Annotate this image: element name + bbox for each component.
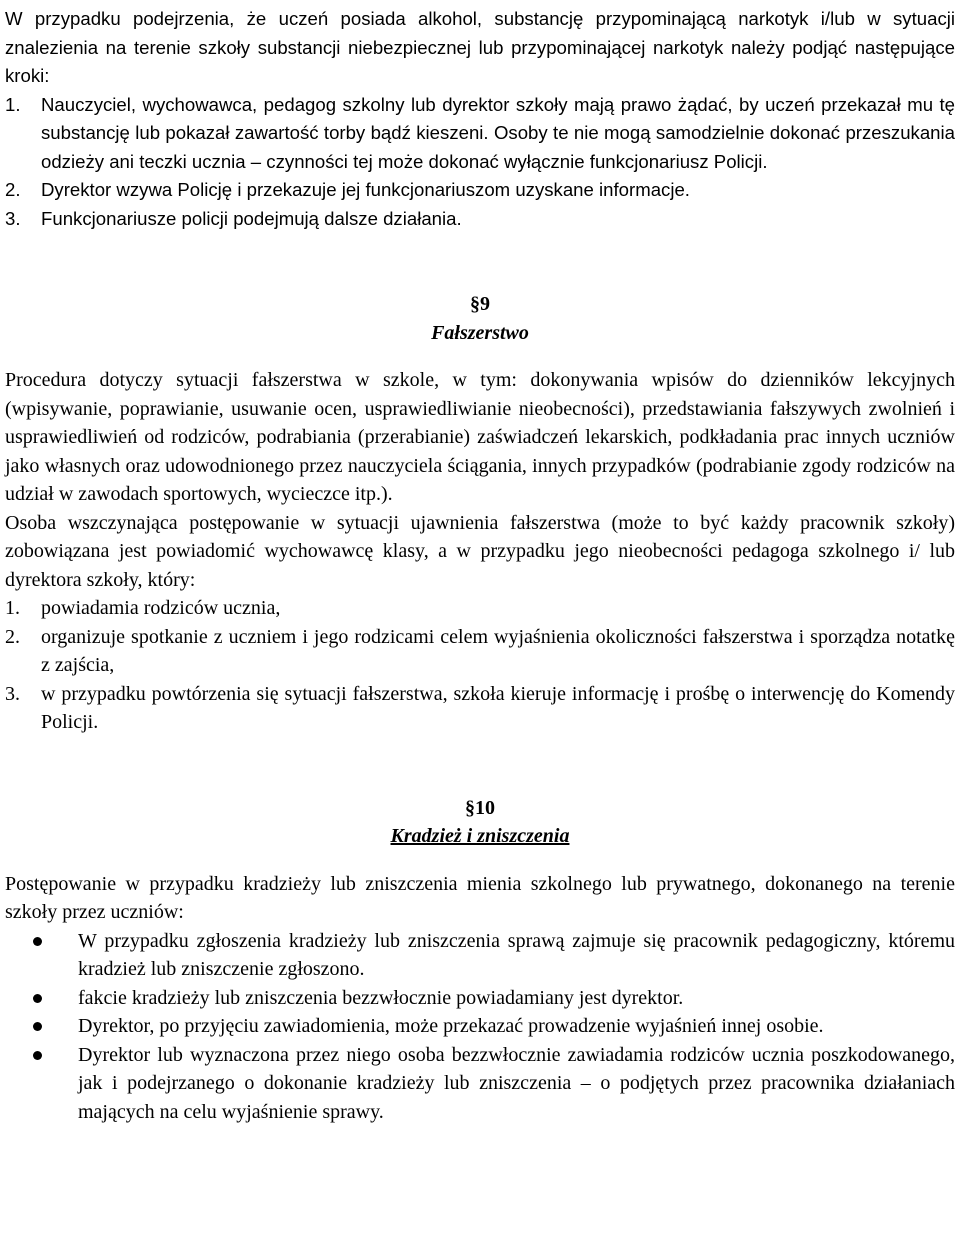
step-text: Dyrektor wzywa Policję i przekazuje jej funkcjonariuszom uzyskane informacje. xyxy=(41,179,690,200)
bullet-icon xyxy=(33,1022,42,1031)
section-10-title: Kradzież i zniszczenia xyxy=(390,825,570,847)
section-9-number: §9 xyxy=(470,293,490,315)
step-number: 3. xyxy=(5,682,20,705)
section-9-step-1 xyxy=(5,594,955,623)
list-item xyxy=(5,984,955,1013)
section-10-bullet-list xyxy=(5,927,955,1127)
section-9-heading xyxy=(5,290,955,347)
document-page xyxy=(5,5,955,1126)
section-9-paragraph-1: Procedura dotyczy sytuacji fałszerstwa w szkole, w tym: dokonywania wpisów do dzienników lekcyjnych (wpisywanie, poprawianie, usuwanie ocen, usprawiedliwianie nieobecności), przedstawiania fałszywych zwolnień i usprawiedliwień od rodziców, podrabiania (przerabianie) zaświadczeń lekarskich, podkładania prac innych uczniów jako własnych oraz udowodnionego przez nauczyciela ściągania, innych przypadków (podrabianie zgody rodziców na udział w zawodach sportowych, wycieczce itp.). xyxy=(5,369,955,505)
bullet-icon xyxy=(33,994,42,1003)
step-text: Nauczyciel, wychowawca, pedagog szkolny lub dyrektor szkoły mają prawo żądać, by uczeń przekazał mu tę substancję lub pokazał zawartość torby bądź kieszeni. Osoby te nie mogą samodzielnie dokonać przeszukania odzieży ani teczki ucznia – czynności tej może dokonać wyłącznie funkcjonariusz Policji. xyxy=(41,93,955,172)
step-number: 3. xyxy=(5,207,21,229)
step-text: w przypadku powtórzenia się sytuacji fałszerstwa, szkoła kieruje informację i prośbę o interwencję do Komendy Policji. xyxy=(41,682,955,733)
step-text: Funkcjonariusze policji podejmują dalsze działania. xyxy=(41,207,462,229)
list-item xyxy=(5,1041,955,1127)
list-item-text: fakcie kradzieży lub zniszczenia bezzwłocznie powiadamiany jest dyrektor. xyxy=(78,986,684,1009)
section-10-number: §10 xyxy=(465,796,495,819)
substance-step-2 xyxy=(5,176,955,205)
list-item xyxy=(5,1012,955,1041)
substance-step-3 xyxy=(5,205,955,234)
step-number: 2. xyxy=(5,625,20,648)
list-item-text: W przypadku zgłoszenia kradzieży lub zniszczenia sprawą zajmuje się pracownik pedagogiczny, któremu kradzież lub zniszczenie zgłoszono. xyxy=(78,929,955,980)
step-number: 2. xyxy=(5,179,21,200)
bullet-icon xyxy=(33,937,42,946)
section-9-paragraph-2: Osoba wszczynająca postępowanie w sytuacji ujawnienia fałszerstwa (może to być każdy pracownik szkoły) zobowiązana jest powiadomić wychowawcę klasy, a w przypadku jego nieobecności pedagoga szkolnego i/ lub dyrektora szkoły, który: xyxy=(5,511,955,591)
step-number: 1. xyxy=(5,93,21,115)
section-9-step-2 xyxy=(5,623,955,680)
section-10-heading xyxy=(5,794,955,851)
bullet-icon xyxy=(33,1051,42,1060)
step-text: powiadamia rodziców ucznia, xyxy=(41,597,281,619)
section-10-intro: Postępowanie w przypadku kradzieży lub zniszczenia mienia szkolnego lub prywatnego, dokonanego na terenie szkoły przez uczniów: xyxy=(5,872,955,923)
list-item xyxy=(5,927,955,984)
substance-step-1 xyxy=(5,91,955,177)
substance-intro: W przypadku podejrzenia, że uczeń posiada alkohol, substancję przypominającą narkotyk i/lub w sytuacji znalezienia na terenie szkoły substancji niebezpiecznej lub przypominającej narkotyk należy podjąć następujące kroki: xyxy=(5,8,955,86)
section-9-step-3 xyxy=(5,680,955,737)
step-number: 1. xyxy=(5,597,20,619)
step-text: organizuje spotkanie z uczniem i jego rodzicami celem wyjaśnienia okoliczności fałszerstwa i sporządza notatkę z zajścia, xyxy=(41,625,955,676)
list-item-text: Dyrektor, po przyjęciu zawiadomienia, może przekazać prowadzenie wyjaśnień innej osobie. xyxy=(78,1015,824,1037)
list-item-text: Dyrektor lub wyznaczona przez niego osoba bezzwłocznie zawiadamia rodziców ucznia poszkodowanego, jak i podejrzanego o dokonanie kradzieży lub zniszczenia – o podjętych przez pracownika działaniach mających na celu wyjaśnienie sprawy. xyxy=(78,1043,955,1123)
section-9-title: Fałszerstwo xyxy=(431,321,529,344)
